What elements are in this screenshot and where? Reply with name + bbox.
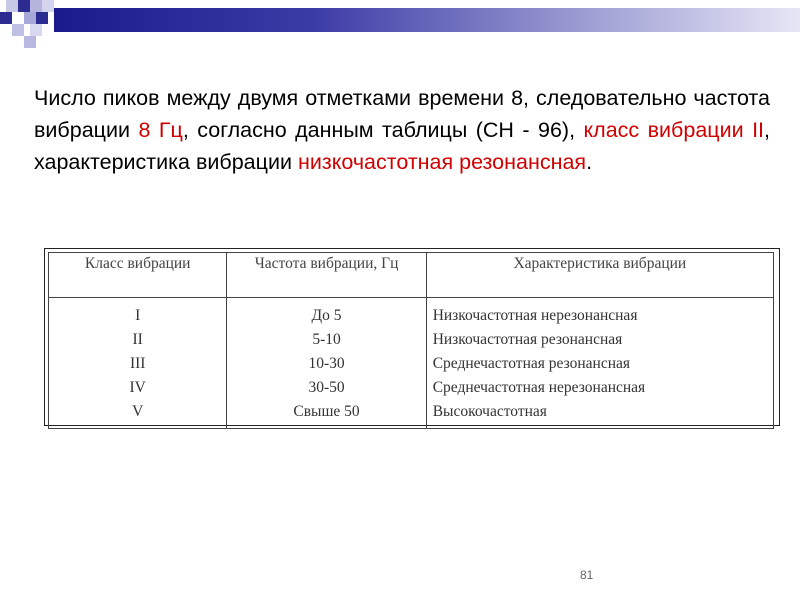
deco-square bbox=[0, 12, 12, 24]
cell-frequency: Свыше 50 bbox=[227, 400, 426, 429]
cell-class: IV bbox=[49, 376, 227, 400]
cell-frequency: 10-30 bbox=[227, 352, 426, 376]
cell-frequency: 30-50 bbox=[227, 376, 426, 400]
paragraph-text: , характеристика вибрации bbox=[34, 118, 770, 174]
paragraph-text: . bbox=[586, 150, 593, 174]
deco-square bbox=[36, 12, 48, 24]
deco-square bbox=[30, 24, 42, 36]
cell-frequency: 5-10 bbox=[227, 328, 426, 352]
table-row bbox=[49, 400, 774, 429]
paragraph-text: Число пиков между двумя отметками времени 8, следовательно частота вибрации bbox=[34, 86, 770, 142]
cell-characteristic: Высокочастотная bbox=[426, 400, 773, 429]
vibration-characteristic: низкочастотная резонансная bbox=[297, 150, 587, 174]
deco-square bbox=[30, 0, 42, 12]
vibration-table bbox=[48, 252, 774, 429]
cell-frequency: До 5 bbox=[227, 298, 426, 329]
cell-class: II bbox=[49, 328, 227, 352]
cell-class: V bbox=[49, 400, 227, 429]
explanation-paragraph bbox=[34, 82, 770, 178]
table-row bbox=[49, 298, 774, 329]
cell-class: III bbox=[49, 352, 227, 376]
table-row bbox=[49, 352, 774, 376]
vibration-class: класс вибрации II bbox=[583, 118, 765, 142]
header-class: Класс вибрации bbox=[49, 253, 227, 298]
header-gradient-bar bbox=[54, 8, 800, 32]
cell-class: I bbox=[49, 298, 227, 329]
deco-square bbox=[24, 12, 36, 24]
deco-square bbox=[18, 0, 30, 12]
cell-characteristic: Низкочастотная резонансная bbox=[426, 328, 773, 352]
table-row bbox=[49, 376, 774, 400]
header-characteristic: Характеристика вибрации bbox=[426, 253, 773, 298]
table-row bbox=[49, 328, 774, 352]
deco-square bbox=[24, 36, 36, 48]
deco-square bbox=[12, 24, 24, 36]
cell-characteristic: Среднечастотная нерезонансная bbox=[426, 376, 773, 400]
slide-decoration bbox=[0, 0, 800, 50]
cell-characteristic: Среднечастотная резонансная bbox=[426, 352, 773, 376]
deco-square bbox=[6, 0, 18, 12]
header-frequency: Частота вибрации, Гц bbox=[227, 253, 426, 298]
frequency-value: 8 Гц bbox=[138, 118, 183, 142]
cell-characteristic: Низкочастотная нерезонансная bbox=[426, 298, 773, 329]
deco-square bbox=[42, 0, 54, 12]
page-number: 81 bbox=[580, 568, 594, 582]
paragraph-text: , согласно данным таблицы (СН - 96), bbox=[182, 118, 584, 142]
table-header-row bbox=[49, 253, 774, 298]
